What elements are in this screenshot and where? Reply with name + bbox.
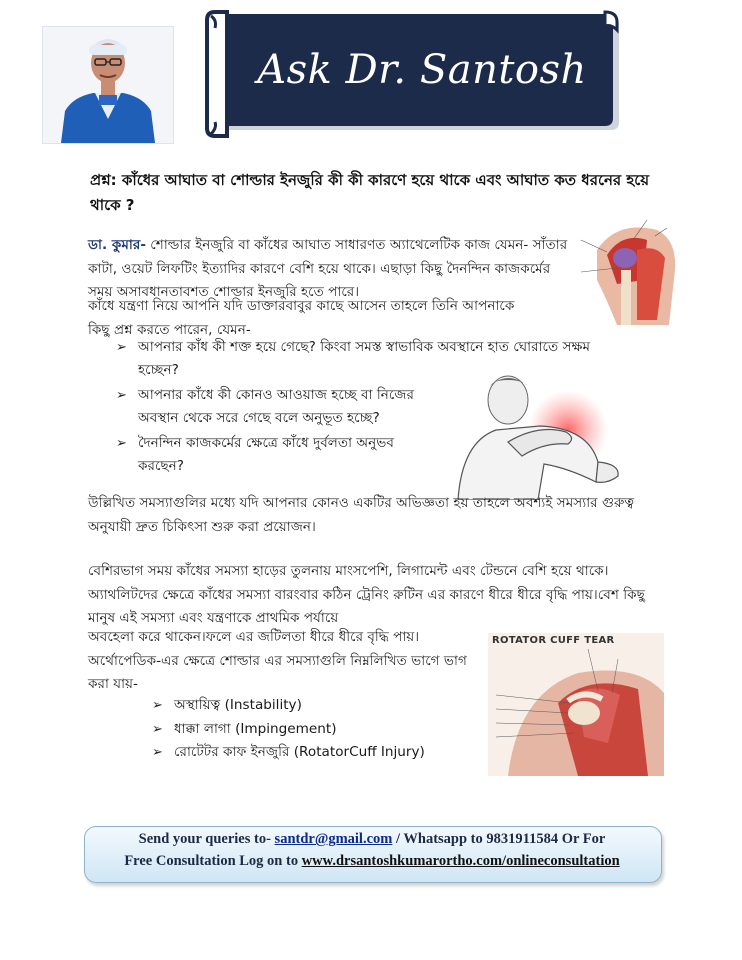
arrow-bullet-icon: ➢ bbox=[116, 436, 127, 451]
doctor-photo bbox=[42, 26, 174, 144]
list-item: ➢ অস্থায়িত্ব (Instability) bbox=[152, 694, 492, 718]
answer-intro bbox=[88, 234, 570, 305]
shoulder-anatomy-image bbox=[577, 210, 687, 325]
shoulder-pain-illustration bbox=[448, 372, 626, 500]
arrow-bullet-icon: ➢ bbox=[152, 721, 163, 737]
list-item: ➢ দৈনন্দিন কাজকর্মের ক্ষেত্রে কাঁধে দুর্বলতা অনুভব করছেন? bbox=[116, 432, 428, 478]
contact-footer-text: Send your queries to- santdr@gmail.com / Whatsapp to 9831911584 Or For Free Consultation Log on to www.drsantoshkumarortho.com/onlineconsultation bbox=[124, 831, 620, 869]
arrow-bullet-icon: ➢ bbox=[116, 340, 127, 355]
question-heading: প্রশ্ন: কাঁধের আঘাত বা শোল্ডার ইনজুরি কী কী কারণে হয়ে থাকে এবং আঘাত কত ধরনের হয়ে থাকে ? bbox=[90, 171, 650, 214]
page-title: Ask Dr. Santosh bbox=[257, 47, 587, 93]
advice-paragraph: উল্লিখিত সমস্যাগুলির মধ্যে যদি আপনার কোনও একটির অভিজ্ঞতা হয় তাহলে অবশ্যই সমস্যার গুরুত্ব অনুযায়ী দ্রুত চিকিৎসা শুরু করা প্রয়োজন। bbox=[88, 495, 635, 535]
answer-lead: ডা. কুমার- bbox=[88, 237, 146, 253]
injury-types-list bbox=[152, 694, 492, 765]
arrow-bullet-icon: ➢ bbox=[116, 388, 127, 403]
consultation-link[interactable]: www.drsantoshkumarortho.com/onlineconsultation bbox=[301, 853, 620, 869]
classification-paragraph: অবহেলা করে থাকেন।ফলে এর জটিলতা ধীরে ধীরে বৃদ্ধি পায়।অর্থোপেডিক-এর ক্ষেত্রে শোল্ডার এর সমস্যাগুলি নিম্নলিখিত ভাগে ভাগ করা যায়- bbox=[88, 629, 467, 692]
rotator-cuff-tear-image bbox=[488, 633, 664, 776]
answer-continuation: কাঁধে যন্ত্রণা নিয়ে আপনি যদি ডাক্তারবাবুর কাছে আসেন তাহলে তিনি আপনাকে কিছু প্রশ্ন করতে পারেন, যেমন- bbox=[88, 298, 515, 338]
list-item: ➢ রোটেটর কাফ ইনজুরি (RotatorCuff Injury) bbox=[152, 741, 492, 765]
arrow-bullet-icon: ➢ bbox=[152, 745, 163, 760]
email-link[interactable]: santdr@gmail.com bbox=[274, 831, 393, 847]
list-item: ➢ ধাক্কা লাগা (Impingement) bbox=[152, 718, 492, 742]
list-item: ➢ আপনার কাঁধ কী শক্ত হয়ে গেছে? কিংবা সমস্ত স্বাভাবিক অবস্থানে হাত ঘোরাতে সক্ষম হচ্ছেন? bbox=[116, 336, 618, 382]
causes-paragraph: বেশিরভাগ সময় কাঁধের সমস্যা হাড়ের তুলনায় মাংসপেশি, লিগামেন্ট এবং টেন্ডনে বেশি হয়ে থাকে।অ্যাথলিটদের ক্ষেত্রে কাঁধের সমস্যা বারংবার কঠিন ট্রেনিং রুটিন এর কারণে ধীরে ধীরে বৃদ্ধি পায়।বেশ কিছু মানুষ এই সমস্যা এবং যন্ত্রণাকে প্রাথমিক পর্যায়ে bbox=[88, 563, 645, 626]
list-item: ➢ আপনার কাঁধে কী কোনও আওয়াজ হচ্ছে বা নিজের অবস্থান থেকে সরে গেছে বলে অনুভূত হচ্ছে? bbox=[116, 384, 418, 430]
arrow-bullet-icon: ➢ bbox=[152, 698, 163, 713]
rotator-cuff-image-title: ROTATOR CUFF TEAR bbox=[492, 635, 615, 646]
answer-intro-text: শোল্ডার ইনজুরি বা কাঁধের আঘাত সাধারণত অ্যাথেলেটিক কাজ যেমন- সাঁতার কাটা, ওয়েট লিফটিং ইত্যাদির কারণে বেশি হয়ে থাকে। এছাড়া কিছু দৈনন্দিন কাজকর্মের সময় অসাবধানতাবশত শোল্ডার ইনজুরি হতে পারে। bbox=[88, 237, 568, 300]
